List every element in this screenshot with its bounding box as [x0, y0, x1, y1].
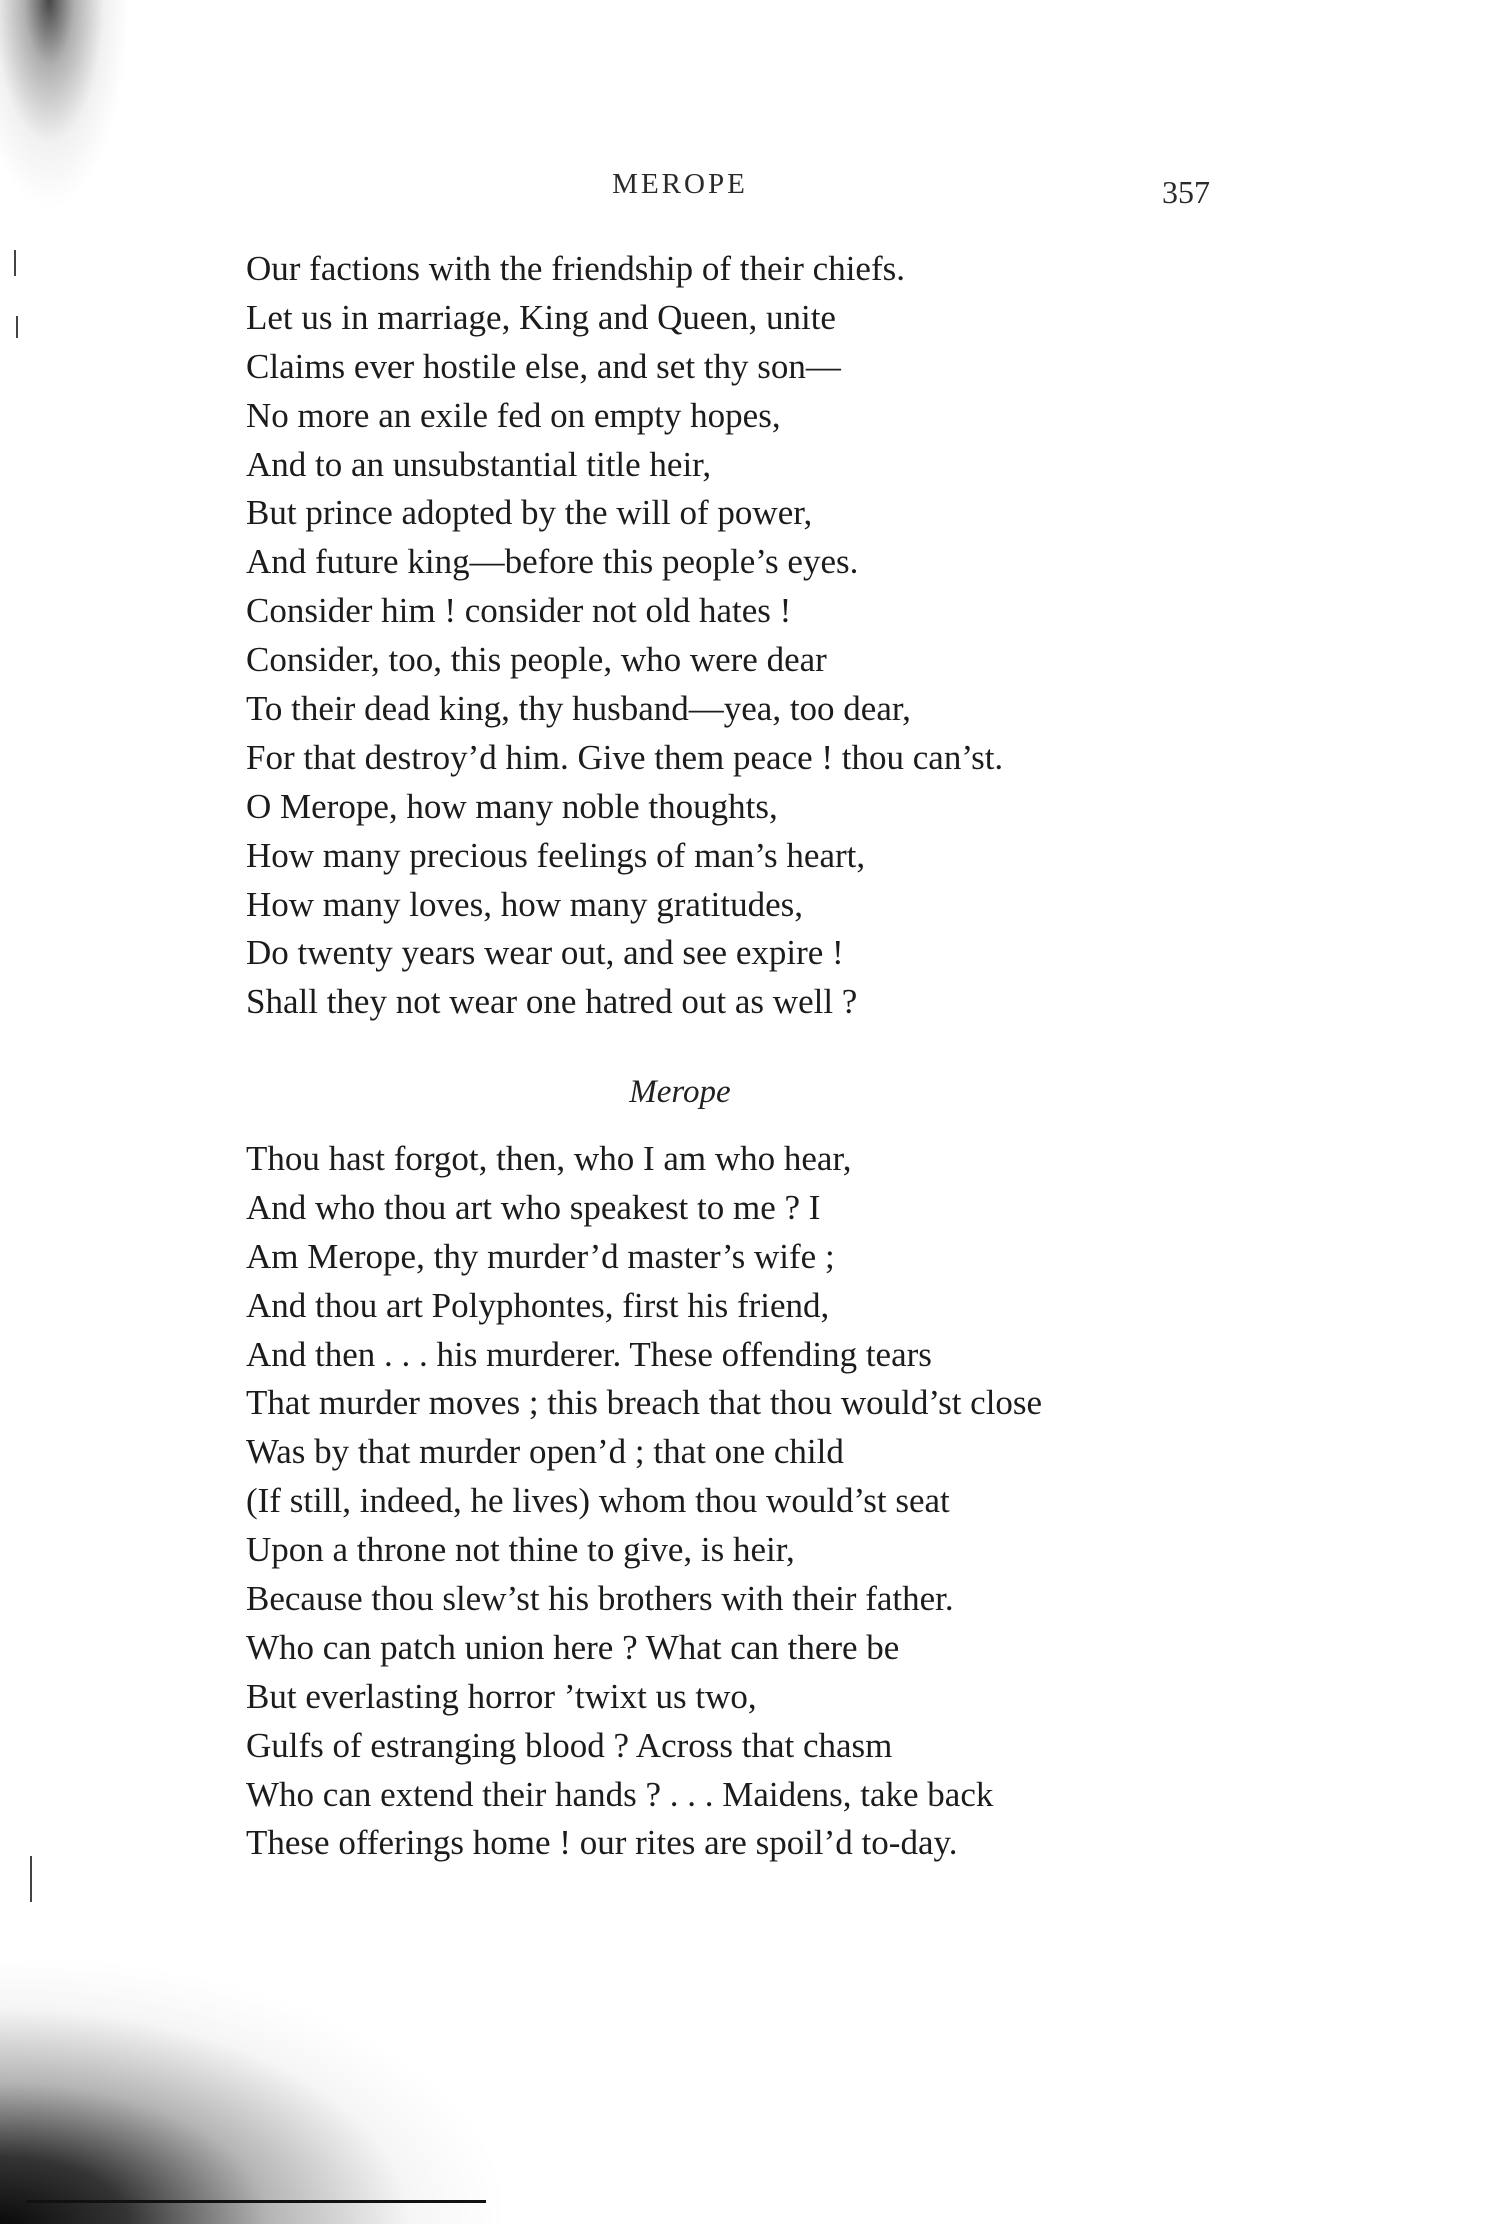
verse-line: Who can patch union here ? What can there be [246, 1627, 900, 1667]
verse-line: To their dead king, thy husband—yea, too dear, [246, 689, 911, 729]
verse-line: (If still, indeed, he lives) whom thou would’st seat [246, 1481, 950, 1521]
verse-line: How many loves, how many gratitudes, [246, 884, 803, 924]
margin-mark [14, 250, 16, 276]
verse-line: These offerings home ! our rites are spoil’d to-day. [246, 1823, 958, 1863]
verse-line: Consider him ! consider not old hates ! [246, 591, 792, 631]
verse-line: Our factions with the friendship of their chiefs. [246, 249, 905, 288]
verse-line: Let us in marriage, King and Queen, unite [246, 297, 836, 337]
verse-block-speech [246, 245, 1326, 1027]
verse-line: Was by that murder open’d ; that one child [246, 1432, 844, 1472]
verse-line: And to an unsubstantial title heir, [246, 444, 712, 484]
verse-line: Consider, too, this people, who were dear [246, 640, 827, 680]
margin-mark [16, 316, 18, 338]
verse-line: Thou hast forgot, then, who I am who hear, [246, 1139, 852, 1178]
verse-line: For that destroy’d him. Give them peace ! thou can’st. [246, 737, 1004, 777]
verse-line: Because thou slew’st his brothers with their father. [246, 1579, 954, 1619]
page-number: 357 [1162, 174, 1210, 210]
verse-line: And thou art Polyphontes, first his friend, [246, 1285, 830, 1325]
verse-line: Shall they not wear one hatred out as well ? [246, 982, 858, 1022]
scan-shadow-bottom [0, 1960, 500, 2224]
verse-line: But prince adopted by the will of power, [246, 493, 813, 533]
verse-line: Who can extend their hands ? . . . Maidens, take back [246, 1774, 994, 1814]
scan-edge-line [26, 2200, 486, 2203]
verse-line: Claims ever hostile else, and set thy son— [246, 346, 841, 386]
verse-line: O Merope, how many noble thoughts, [246, 786, 778, 826]
running-title: MEROPE [612, 168, 748, 200]
verse-line: And future king—before this people’s eyes. [246, 542, 859, 582]
verse-line: Do twenty years wear out, and see expire ! [246, 933, 844, 973]
verse-block-merope [246, 1135, 1326, 1868]
margin-mark [30, 1856, 32, 1902]
speaker-name: Merope [629, 1074, 731, 1110]
verse-line: But everlasting horror ’twixt us two, [246, 1676, 757, 1716]
verse-line: And who thou art who speakest to me ? I [246, 1187, 821, 1227]
verse-line: Upon a throne not thine to give, is heir, [246, 1530, 795, 1570]
verse-line: And then . . . his murderer. These offending tears [246, 1334, 932, 1374]
verse-line: No more an exile fed on empty hopes, [246, 395, 781, 435]
verse-line: Am Merope, thy murder’d master’s wife ; [246, 1236, 835, 1276]
verse-line: How many precious feelings of man’s heart, [246, 835, 866, 875]
verse-line: Gulfs of estranging blood ? Across that chasm [246, 1725, 893, 1765]
verse-line: That murder moves ; this breach that thou would’st close [246, 1383, 1043, 1423]
